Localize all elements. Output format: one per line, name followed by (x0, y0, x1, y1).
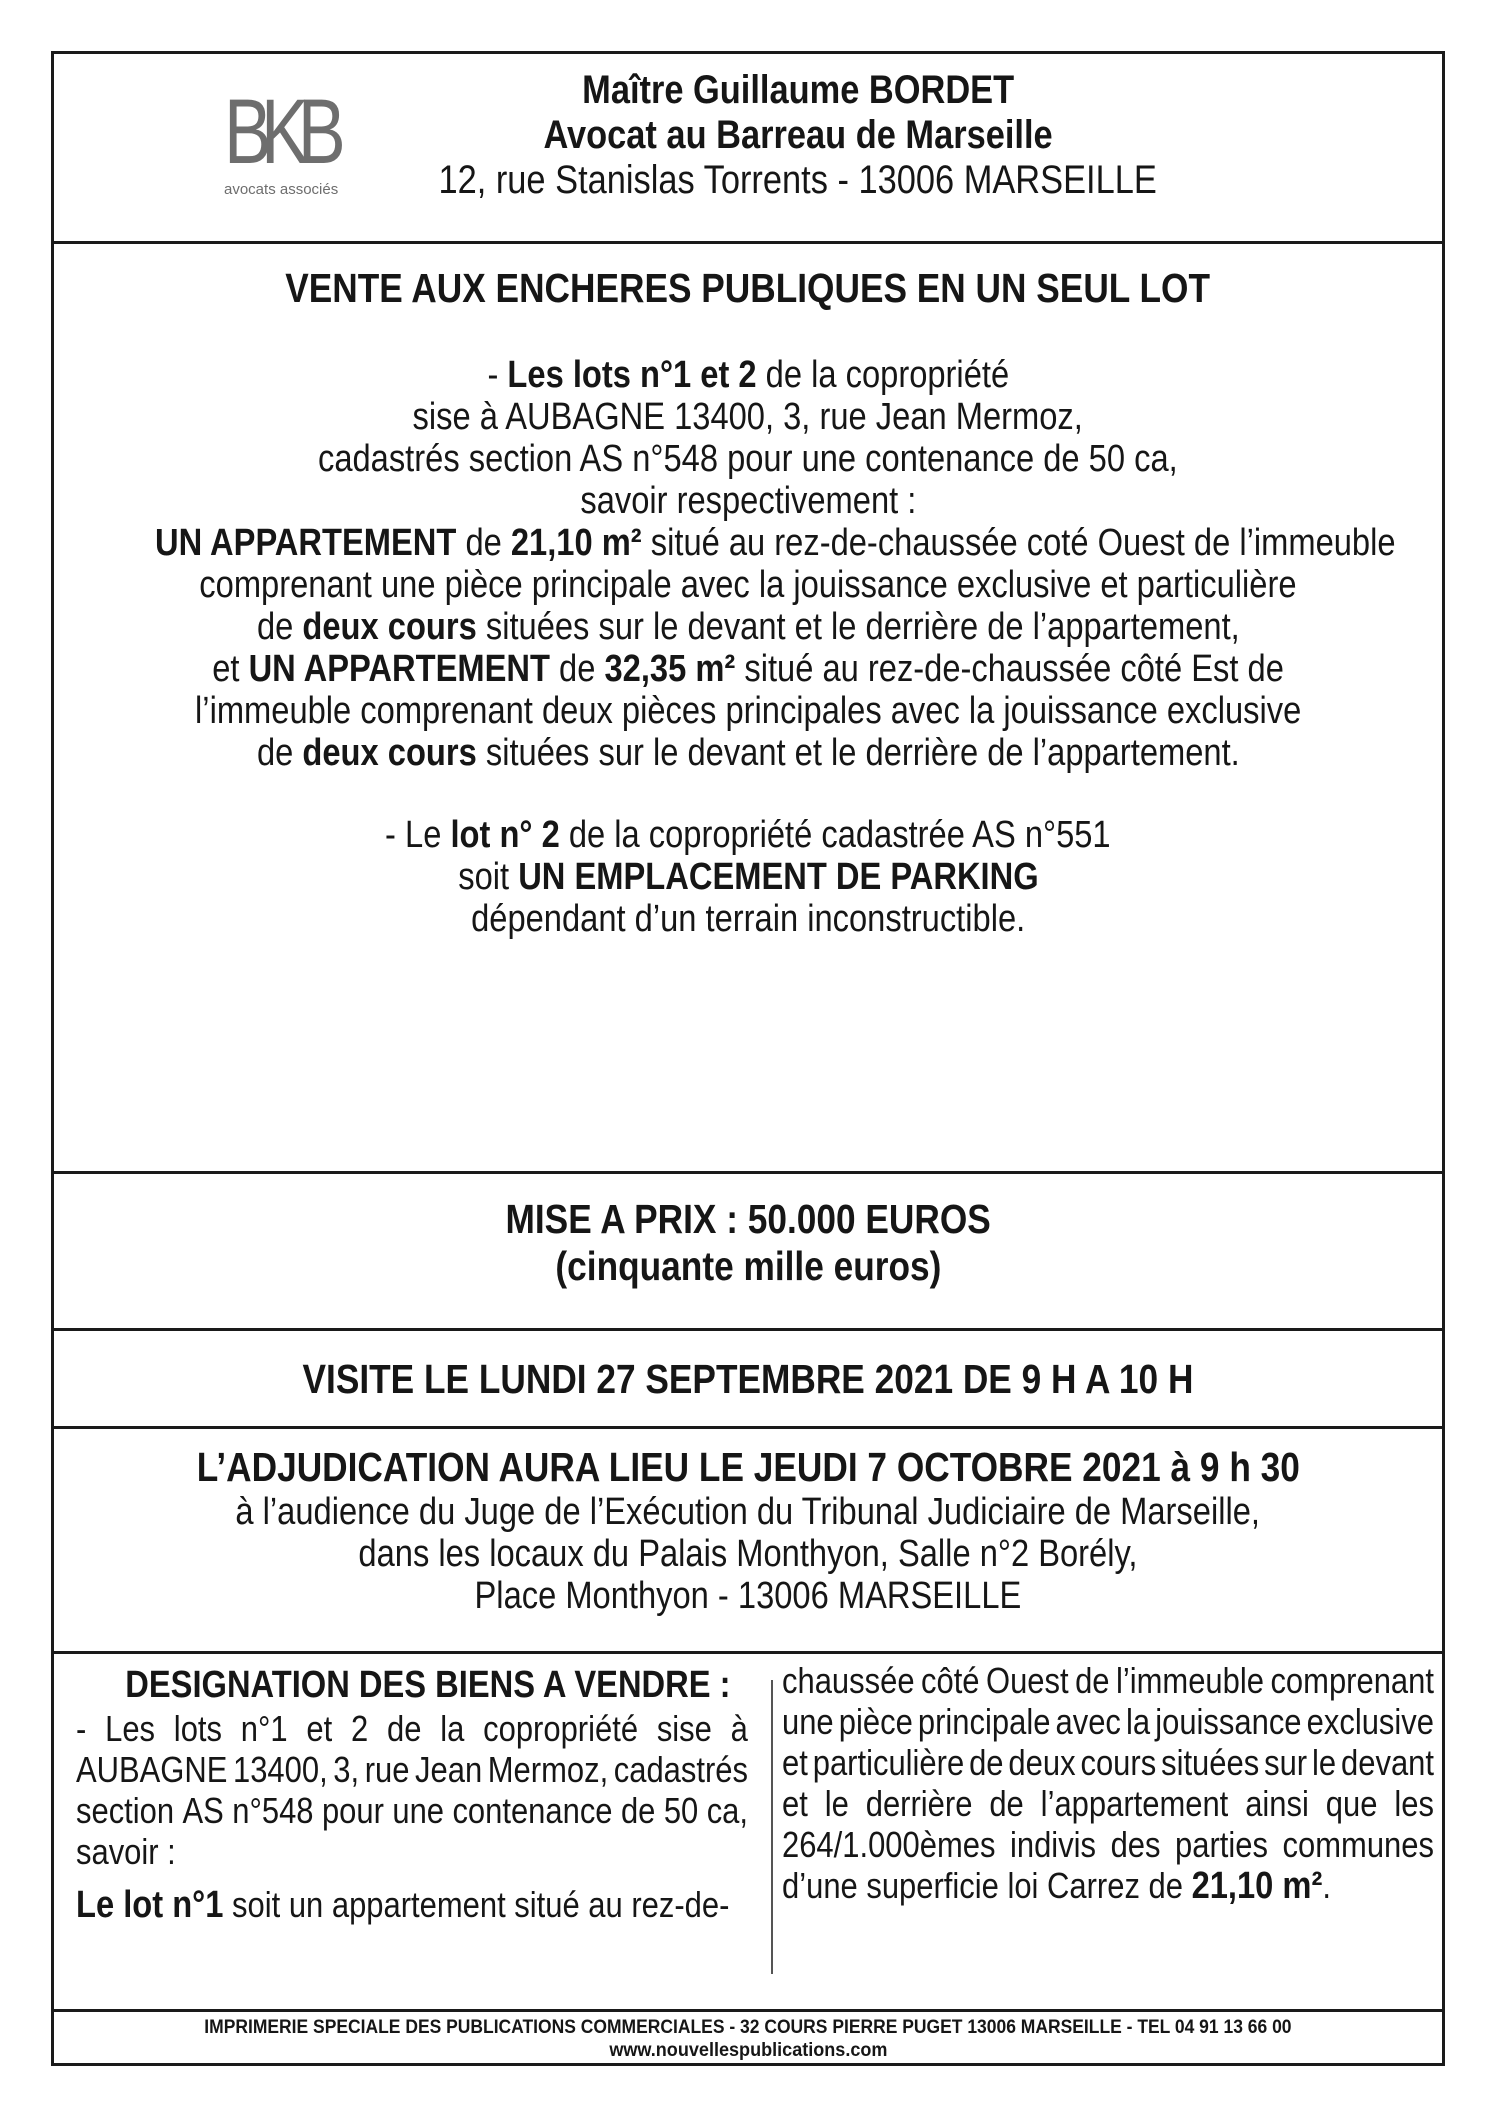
starting-price: MISE A PRIX : 50.000 EUROS (505, 1196, 991, 1242)
word: situées (1161, 1742, 1260, 1783)
word: Les (105, 1708, 156, 1749)
word: devant (1341, 1742, 1434, 1783)
word: l’appartement (1040, 1783, 1229, 1824)
word: cours (1080, 1742, 1157, 1783)
word: le (1312, 1742, 1337, 1783)
word: des (1110, 1824, 1161, 1865)
word: ca, (706, 1790, 748, 1831)
adjudication-section (54, 1429, 1442, 1654)
sale-heading: VENTE AUX ENCHERES PUBLIQUES EN UN SEUL LOT (285, 265, 1211, 311)
designation-right-column (782, 1654, 1452, 1907)
word: la (1126, 1701, 1151, 1742)
designation-savoir: savoir : (76, 1831, 176, 1872)
apartment2-line: et UN APPARTEMENT de 32,35 m² situé au rez-de-chaussée côté Est de (212, 648, 1284, 690)
cadastre-line: cadastrés section AS n°548 pour une contenance de 50 ca, (318, 438, 1178, 480)
word: principale (917, 1701, 1051, 1742)
word: rue (364, 1749, 410, 1790)
word: l’immeuble (1116, 1660, 1264, 1701)
lots-line: - Les lots n°1 et 2 de la copropriété (487, 354, 1009, 396)
parking-line: soit UN EMPLACEMENT DE PARKING (457, 856, 1039, 898)
word: de (969, 1742, 1004, 1783)
word: jouissance (1155, 1701, 1302, 1742)
designation-carrez-line: d’une superficie loi Carrez de 21,10 m². (782, 1865, 1331, 1907)
word: à (730, 1708, 748, 1749)
justified-text-line (76, 1749, 748, 1790)
word: Ouest (986, 1660, 1069, 1701)
justified-text-line (782, 1660, 1434, 1701)
logo-subtitle: avocats associés (224, 181, 339, 198)
word: communes (1282, 1824, 1434, 1865)
courtyards1-line: de deux cours situées sur le devant et le derrière de l’appartement, (256, 606, 1240, 648)
word: cadastrés (613, 1749, 748, 1790)
word: exclusive (1306, 1701, 1434, 1742)
word: et (782, 1742, 808, 1783)
word: de (989, 1783, 1024, 1824)
justified-text-line (76, 1790, 748, 1831)
word: contenance (452, 1790, 613, 1831)
sale-description-section (54, 244, 1442, 1174)
word: parties (1175, 1824, 1268, 1865)
designation-section (54, 1654, 1442, 2012)
printer-website: www.nouvellespublications.com (608, 2040, 888, 2061)
word: Jean (415, 1749, 483, 1790)
word: comprenant (1270, 1660, 1434, 1701)
designation-left-column (76, 1654, 766, 1926)
terrain-line: dépendant d’un terrain inconstructible. (470, 898, 1026, 940)
word: Mermoz, (487, 1749, 609, 1790)
location-line: sise à AUBAGNE 13400, 3, rue Jean Mermoz, (412, 396, 1084, 438)
column-divider (771, 1680, 773, 1974)
lawyer-address: 12, rue Stanislas Torrents - 13006 MARSEILLE (438, 158, 1158, 202)
word: n°1 (240, 1708, 288, 1749)
word: indivis (1009, 1824, 1097, 1865)
word: AS (182, 1790, 224, 1831)
starting-price-section (54, 1174, 1442, 1331)
justified-text-line (782, 1824, 1434, 1865)
adjudication-date: L’ADJUDICATION AURA LIEU LE JEUDI 7 OCTOBRE 2021 à 9 h 30 (196, 1444, 1300, 1490)
courtyards2-line: de deux cours situées sur le devant et le derrière de l’appartement. (256, 732, 1240, 774)
designation-right-text (782, 1660, 1452, 1865)
word: 264/1.000èmes (782, 1824, 996, 1865)
word: côté (921, 1660, 980, 1701)
word: et (782, 1783, 808, 1824)
justified-text-line (782, 1701, 1434, 1742)
designation-lot1-line: Le lot n°1 soit un appartement situé au rez-de- (76, 1884, 730, 1926)
word: - (76, 1708, 87, 1749)
word: une (392, 1790, 445, 1831)
logo-mark: BKB (224, 81, 335, 183)
footer-section (54, 2012, 1442, 2066)
savoir-line: savoir respectivement : (579, 480, 917, 522)
word: n°548 (232, 1790, 314, 1831)
word: 50 (663, 1790, 699, 1831)
apartment1-detail: comprenant une pièce principale avec la jouissance exclusive et particulière (199, 564, 1297, 606)
word: de (387, 1708, 422, 1749)
visit-date: VISITE LE LUNDI 27 SEPTEMBRE 2021 DE 9 H A 10 H (302, 1356, 1194, 1402)
word: ainsi (1245, 1783, 1309, 1824)
word: AUBAGNE (76, 1749, 228, 1790)
word: sur (1264, 1742, 1308, 1783)
word: section (76, 1790, 175, 1831)
adjudication-court: à l’audience du Juge de l’Exécution du Tribunal Judiciaire de Marseille, (235, 1491, 1261, 1533)
apartment2-detail: l’immeuble comprenant deux pièces principales avec la jouissance exclusive (194, 690, 1302, 732)
word: particulière (812, 1742, 965, 1783)
word: de (620, 1790, 656, 1831)
firm-logo (224, 81, 364, 209)
notice-frame (51, 51, 1445, 2066)
word: lots (173, 1708, 222, 1749)
lawyer-title: Avocat au Barreau de Marseille (543, 113, 1053, 157)
word: sise (656, 1708, 712, 1749)
adjudication-room: dans les locaux du Palais Monthyon, Salle n°2 Borély, (358, 1533, 1138, 1575)
word: chaussée (782, 1660, 915, 1701)
word: avec (1055, 1701, 1121, 1742)
word: une (782, 1701, 834, 1742)
word: le (824, 1783, 849, 1824)
word: 13400, (232, 1749, 328, 1790)
adjudication-address: Place Monthyon - 13006 MARSEILLE (474, 1575, 1022, 1617)
word: pièce (838, 1701, 913, 1742)
header-section (54, 54, 1442, 244)
lot2-line: - Le lot n° 2 de la copropriété cadastrée AS n°551 (385, 814, 1111, 856)
justified-text-line (782, 1742, 1434, 1783)
word: la (440, 1708, 465, 1749)
word: deux (1008, 1742, 1076, 1783)
word: 2 (351, 1708, 369, 1749)
word: derrière (865, 1783, 973, 1824)
starting-price-words: (cinquante mille euros) (555, 1243, 941, 1289)
word: les (1394, 1783, 1434, 1824)
apartment1-line: UN APPARTEMENT de 21,10 m² situé au rez-de-chaussée coté Ouest de l’immeuble (154, 522, 1396, 564)
justified-text-line (76, 1708, 748, 1749)
visit-section (54, 1331, 1442, 1429)
word: 3, (333, 1749, 360, 1790)
word: que (1325, 1783, 1378, 1824)
designation-left-text (76, 1708, 766, 1831)
justified-text-line (782, 1783, 1434, 1824)
word: et (306, 1708, 333, 1749)
printer-info: IMPRIMERIE SPECIALE DES PUBLICATIONS COMMERCIALES - 32 COURS PIERRE PUGET 13006 MARSEILLE - TEL 04 91 13 66 00 (204, 2017, 1292, 2038)
word: pour (321, 1790, 384, 1831)
designation-heading: DESIGNATION DES BIENS A VENDRE : (125, 1664, 731, 1706)
word: de (1075, 1660, 1110, 1701)
word: copropriété (483, 1708, 639, 1749)
lawyer-name: Maître Guillaume BORDET (582, 68, 1014, 112)
